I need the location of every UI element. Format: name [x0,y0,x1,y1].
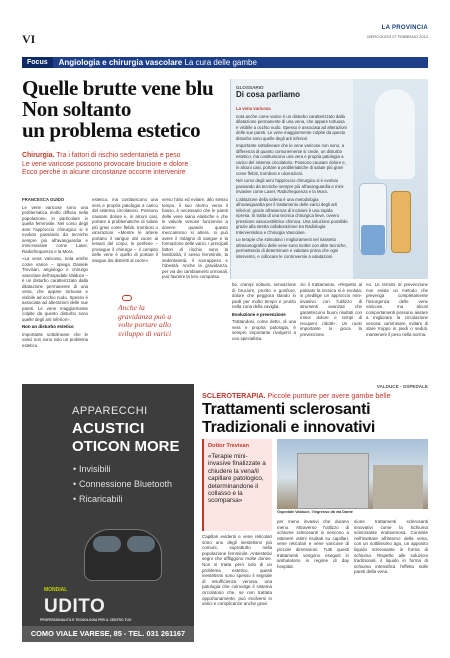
ad-line: ACUSTICI [72,420,145,437]
building [297,453,369,509]
section-bar [22,57,428,68]
lead-line: Le vene varicose possono provocare bruciore e dolore [22,160,189,168]
article1-body [22,197,428,383]
ad-feature: • Connessione Bluetooth [79,479,172,489]
section-label: Focus [22,57,53,68]
paragraph: Trattandosi, come detto, di una vera e propria patologia, è sempre importante rivolgersi a uno specialista. [232,319,296,341]
pull-quote: Anche la gravidanza può a volte portare allo sviluppo di varici [118,303,172,338]
hearing-aid-case [84,529,162,581]
article-column [232,282,296,380]
paragraph: zio il trattamento. «Rispetto al passato la tecnica si è evoluta: si predilige un approccio mini-invasivo con l'utilizzo di strumenti avanzati che garantiscono buoni risultati con minor dolore e tempi di recupero ridotti». Un ruolo importante lo gioca la prevenzione. [300,282,362,337]
doctor-quote: «Terapie mini-invasive finalizzate a chiudere la vena/il capillare patologico, determinandone il collasso e la scomparsa» [208,453,266,505]
ad-feature: • Invisibili [79,464,111,474]
paragraph: no. Le termini di prevenzione non esiste un metodo che prevenga completamente l'insorgenza delle vene varicose, ma alcuni comportamenti possono aiutare a migliorare la circolazione venosa: camminare, evitare di stare troppo in piedi o seduti, mantenere il peso nella norma. [366,282,428,337]
earpiece [127,536,155,552]
photo-caption: Ospedale Valduce, l'ingresso da via Dante [277,510,353,514]
newspaper-logo: LA PROVINCIA [381,25,428,31]
article2-kicker [202,391,391,400]
hearing-aid-advertisement[interactable] [22,384,194,642]
issue-date: MERCOLEDÌ 27 FEBBRAIO 2013 [367,34,428,39]
article-column [92,197,158,295]
lead-line: Tra i fattori di rischio sedentarietà e peso [56,152,181,159]
article-column [366,282,428,380]
earpiece [93,536,121,552]
paragraph: verso l'alto ed evitare, allo stesso tempo, il suo ritorno verso il basso, è necessario che le pareti delle vene siano elastiche e che le valvole venose funzionino a dovere: quando questo meccanismo si altera, si può avere il ristagno di sangue e la formazione delle varici. I principali fattori di rischio sono la familiarità, il sesso femminile, la sedentarietà, il sovrappeso e l'obesità. Anche la gravidanza, per via dei cambiamenti ormonali, può favorire la loro comparsa. [162,197,228,279]
headline-line: Tradizionali e innovativi [202,419,375,436]
article-column: Capillari evidenti e vene reticolari sono uno degli inestetismi più comuni, soprattutto nella popolazione femminile. Antiestetici segni che affliggono molte donne. Non si tratta però solo di un problema estetico, questi inestetismi sono spesso il segnale di insufficienza venosa, una patologia che coinvolge il sistema circolatorio che, se non trattata opportunamente, può evolversi in varici e complicanze anche gravi. [202,534,272,607]
ad-logo-top: MONDIAL [44,587,68,593]
article-column: per meno invasivi che durano meno. Attraverso l'utilizzo di schiume sclerosanti si riescono a ottenere ottimi risultati su capillari, vene reticolari e vene varicose di piccole dimensioni. Tutti questi trattamenti vengono eseguiti in ambulatorio in regime di day hospital. [277,519,349,569]
section-title-sub: La cura delle gambe [184,58,257,67]
article1-headline [22,78,229,141]
paragraph-label: Evoluzione e prevenzione [232,311,286,317]
doctor-quote-box [202,439,272,531]
headline-line: un problema estetico [22,118,201,142]
ad-feature: • Ricaricabili [79,494,123,504]
article2-headline [202,401,428,437]
article-column [300,282,362,380]
ad-line: APPARECCHI [72,405,148,417]
ad-tagline: PROFESSIONALITÀ E TECNOLOGIA PER IL CENTRO TUO [40,618,132,622]
kicker-text: Piccole punture per avere gambe belle [267,391,391,400]
headline-line: Non soltanto [22,97,131,121]
glossary-paragraph: Nel corso degli anni l'approccio chirurgico si è evoluto passando da tecniche sempre più all'avanguardia e mini-invasive come Laser, Radiofrequenza e la Mora. [236,178,345,194]
section-title [53,58,257,67]
glossary-paragraph: Le terapie che stimolano i miglioramenti nel riassetto ultrasonografico delle vene sono inoltre con altre tecniche, permettendo di determinare e valutare prima che ogni intervento, e collocare le controversie a valutazioni. [236,237,347,259]
page-number: VI [22,32,36,46]
article-category: Chirurgia. [22,152,55,159]
building [373,465,423,509]
section-title-main: Angiologia e chirurgia vascolare [58,58,183,67]
paragraph: Importante sottolineare che le varici non sono solo un problema estetico. [22,331,88,348]
glossary-label: La vena varicosa [236,106,271,111]
article2 [202,384,428,642]
ad-line: OTICON MORE [72,438,180,455]
headline-line: Trattamenti sclerosanti [202,401,371,418]
headline-line: Quelle brutte vene blu [22,76,214,100]
glossary-paragraph: nota anche come varice è un disturbo caratterizzato dalla dilatazione permanente di una vena, che appare tortuosa e visibile a occhio nudo. Spesso è associata ad alterazioni delle sue pareti. Le vene maggiormente colpite da questo disturbo sono quelle degli arti inferiori. [236,113,347,141]
glossary-title: Di cosa parliamo [236,90,301,99]
masthead [22,18,428,52]
ad-logo: UDITO [44,596,106,617]
ad-address: COMO VIALE VARESE, 85 - TEL. 031 261167 [22,626,194,642]
paragraph: estetico, ma costituiscono una vera e propria patologia a carico del sistema circolatorio. Possono causare dolore e, in alcuni casi, portare a problematiche di salute più gravi come flebiti, trombosi o ulcerazioni. «Mentre le arterie portano il sangue dal cuore ai tessuti del corpo, le periferie – prosegue il chirurgo – il compito delle vene è quello di portare il sangue dai distretti al cuore». [92,197,158,263]
byline: FRANCESCA GUIDO [22,197,65,202]
glossary-kicker: GLOSSARIO [236,85,264,90]
doctor-name: Dottor Trevisan [208,443,250,449]
paragraph: «La vena varicosa, nota anche come varice – spiega Daniele Trevisan, angiologo e chirurgo vascolare dell'ospedale Valduce – è un disturbo caratterizzato dalla dilatazione permanente di una vena, che appare tortuosa e visibile ad occhio nudo. Spesso è associata ad alterazioni delle sue pareti. Le vene maggiormente colpite da questo disturbo sono quelle degli arti inferiori». [22,256,88,322]
paragraph: be, crampi notturni, sensazione di bruciore, prurito e gonfiore, dolore che peggiora stando in piedi per molto tempo e prurito nella zona della caviglia. [232,282,296,309]
paragraph: Le vene varicose sono una problematica molto diffusa nella popolazione, in particolare in quella femminile. Nel corso degli anni l'approccio chirurgico si è evoluto passando da tecniche sempre più all'avanguardia e mini-invasive come Laser, Radiofrequenza e la Mora. [22,204,88,254]
article-column [162,197,228,323]
lead-line: Ecco perché in alcune circostanze occorre intervenire [22,169,186,177]
article-column [22,197,88,350]
kicker-bold: SCLEROTERAPIA. [202,391,266,400]
article-column: sione trattamenti sclerosanti innovativi come la Schiuma sclerosante endovenosa. Consiste nell'iniettare all'interno della vena, con un sottilissimo ago, un apposito liquido sclerosante in forma di schiuma. Rispetto alle soluzioni tradizionali, il liquido in forma di schiuma intensifica l'effetto sulle pareti della vena. [354,519,428,575]
article2-place: VALDUCE - OSPEDALE [376,384,428,389]
paragraph-label: Non un disturbo estetico [22,324,74,329]
hospital-photo [277,439,428,509]
article1-subheading [22,152,237,178]
doctor-figure [375,89,415,179]
glossary-paragraph: L'ablazione della safena è una metodologia all'avanguardia per il trattamento delle varici degli arti inferiori: grazie all'assenza di incisioni è una rapida ripresa. Si tratta di una tecnica chirurgica lieve, ovvero pressione vasocostrittrice chimica. Una soluzione possibile grazie alla stretta collaborazione tra Radiologia Interventistica e Chirurgia Vascolare. [236,196,348,235]
glossary-paragraph: Importante sottolineare che le vene varicose non sono, a differenza di quanto comunemente si crede, un disturbo estetico, ma costituiscono una vera e propria patologia a carico del sistema circolatorio. Possono causare dolore e, in alcuni casi, portare a problematiche di salute più gravi come flebiti, trombosi e ulcerazioni. [236,143,346,176]
quote-icon [122,295,132,301]
